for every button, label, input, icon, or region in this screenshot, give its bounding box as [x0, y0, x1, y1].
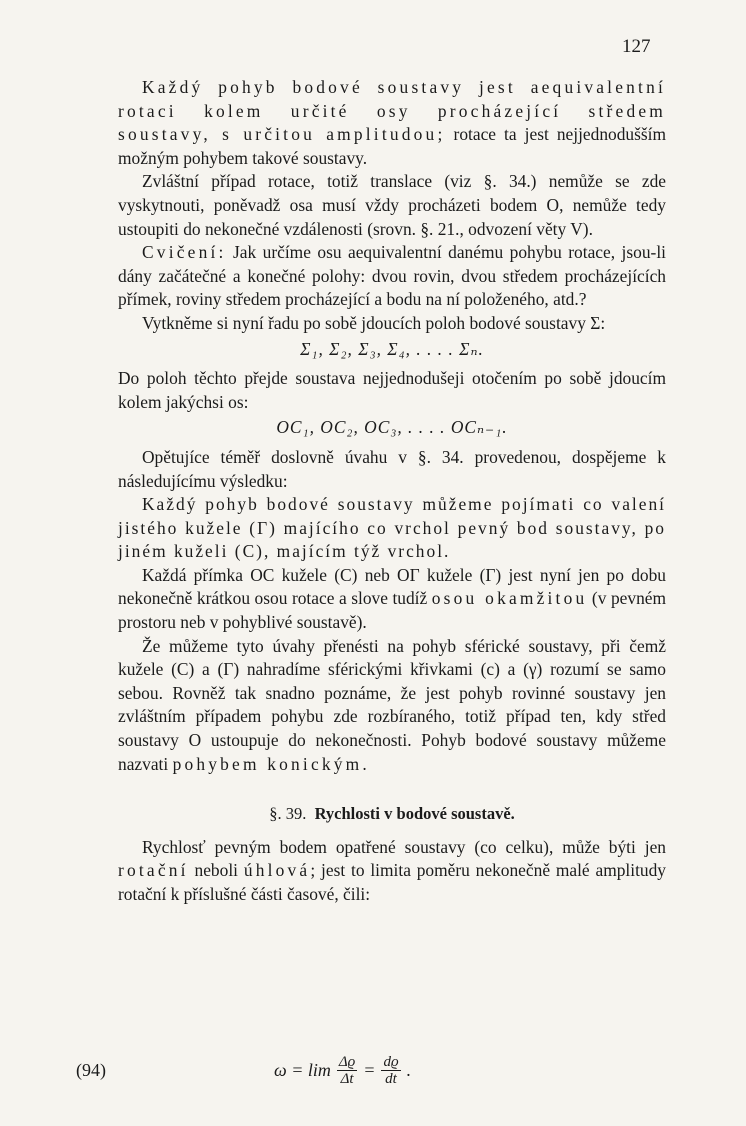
paragraph-positions: Vytkněme si nyní řadu po sobě jdoucích poloh bodové soustavy Σ:	[142, 312, 606, 333]
theorem-text: Každý pohyb bodové soustavy jest aequivalentní rotaci kolem určité osy procházející středem soustavy, s určitou amplitudou;	[118, 77, 666, 145]
fraction-delta-numerator: Δϱ	[338, 1054, 356, 1070]
math-axes: OC₁, OC₂, OC₃, . . . . OCₙ₋₁.	[276, 417, 508, 438]
paragraph-velocity	[118, 836, 666, 907]
velocity-term2: úhlová	[243, 860, 311, 881]
fraction-delta-denominator: Δt	[340, 1071, 354, 1087]
equals-sign: =	[363, 1060, 376, 1080]
paragraph-translation: Zvláštní případ rotace, totiž translace (viz §. 34.) nemůže se zde vyskytnouti, poněvadž osa musí vždy procházeti bodem O, nemůže tedy ustoupiti do nekonečné vzdálenosti (srovn. §. 21., odvození věty V).	[118, 171, 666, 239]
instant-axis-text2: (v pevném prostoru neb v pohyblivé soustavě).	[118, 588, 667, 633]
paragraph-theorem	[118, 76, 666, 170]
exercise-label: Cvičení:	[142, 242, 227, 263]
section-heading	[118, 802, 666, 826]
page-number: 127	[622, 36, 651, 57]
paragraph-exercise	[118, 241, 666, 312]
fraction-derivative-numerator: dϱ	[383, 1054, 399, 1070]
page-body	[118, 76, 666, 907]
velocity-text1: Rychlosť pevným bodem opatřené soustavy (co celku), může býti jen	[142, 836, 666, 857]
paragraph-spherical	[118, 635, 666, 777]
equation-label: (94)	[76, 1060, 106, 1080]
paragraph-instant-axis	[118, 564, 666, 635]
instant-axis-text1: Každá přímka OC kužele (C) neb OΓ kužele (Γ) jest nyní jen po dobu nekonečně krátkou osou rotace a slove tudíž	[118, 564, 666, 609]
math-positions: Σ₁, Σ₂, Σ₃, Σ₄, . . . . Σₙ.	[300, 338, 484, 359]
equation-formula	[274, 1054, 411, 1087]
paragraph-rotation: Do poloh těchto přejde soustava nejjednodušeji otočením po sobě jdoucím kolem jakýchsi os:	[118, 368, 666, 412]
spherical-text1: Že můžeme tyto úvahy přenésti na pohyb sférické soustavy, při čemž kužele (C) a (Γ) nahradíme sférickými křivkami (c) a (γ) rozumí se samo sebou. Rovněž tak snadno poznáme, že jest pohyb rovinné soustavy jen zvláštním případem pohybu zde rozbíraného, totiž případ ten, kdy střed soustavy O ustoupuje do nekonečnosti. Pohyb bodové soustavy můžeme nazvati	[118, 635, 666, 774]
equation-lhs: ω = lim	[274, 1060, 331, 1080]
section-title: Rychlosti v bodové soustavě.	[314, 804, 515, 824]
fraction-delta	[337, 1054, 357, 1087]
velocity-term1: rotační	[118, 860, 189, 881]
fraction-derivative-denominator: dt	[385, 1071, 397, 1087]
spherical-term: pohybem konickým	[172, 753, 363, 774]
exercise-text: Jak určíme osu aequivalentní danému pohybu rotace, jsou-li dány začátečné a konečné polohy: dvou rovin, dvou středem procházejících přímek, roviny středem procházející a bodu na ní položeného, atd.?	[118, 242, 666, 310]
spherical-text2: .	[362, 753, 367, 774]
paragraph-repeat: Opětujíce téměř doslovně úvahu v §. 34. provedenou, dospějeme k následujícímu výsledku:	[118, 446, 666, 491]
theorem-rest: rotace ta jest nejjednodušším možným pohybem takové soustavy.	[118, 124, 667, 168]
equation-end: .	[406, 1060, 412, 1080]
paragraph-cone-theorem: Každý pohyb bodové soustavy můžeme pojímati co valení jistého kužele (Γ) majícího co vrchol pevný bod soustavy, po jiném kuželi (C), majícím týž vrchol.	[118, 494, 666, 562]
instant-axis-term: osou okamžitou	[431, 588, 588, 609]
fraction-derivative	[381, 1054, 400, 1087]
velocity-text2: neboli	[188, 860, 244, 881]
velocity-text3: ; jest to limita poměru nekonečně malé amplitudy rotační k příslušné části časové, čili:	[118, 860, 666, 904]
section-number: §. 39.	[269, 804, 307, 824]
equation-94	[76, 1054, 676, 1104]
